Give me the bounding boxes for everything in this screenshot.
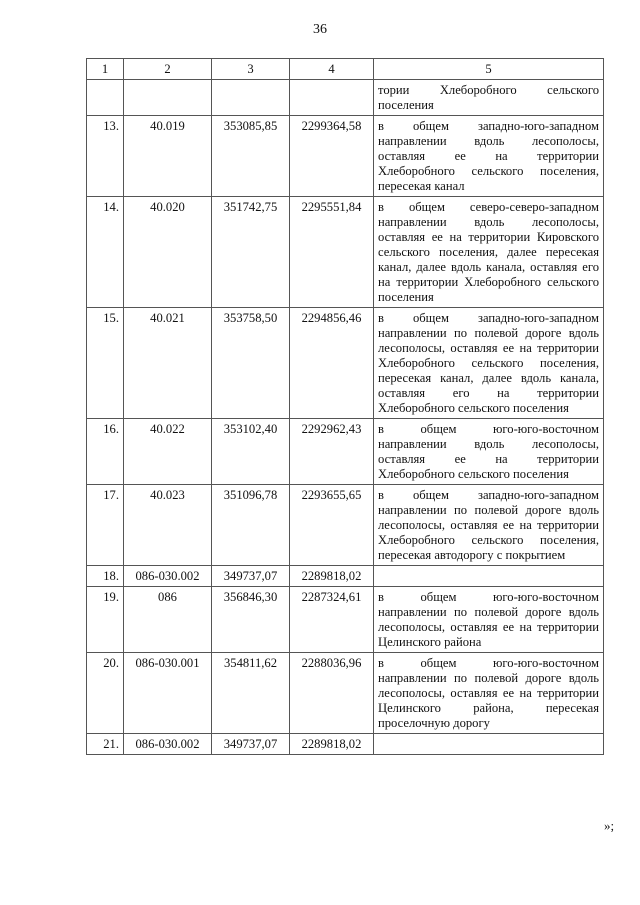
row-number-cell: 21.	[87, 734, 124, 755]
point-id-cell: 40.023	[124, 485, 212, 566]
table-row	[87, 197, 604, 308]
row-number-cell: 18.	[87, 566, 124, 587]
x-coordinate-cell: 349737,07	[212, 566, 290, 587]
point-id-cell: 086-030.002	[124, 566, 212, 587]
description-cell	[374, 566, 604, 587]
y-coordinate-cell: 2288036,96	[290, 653, 374, 734]
header-cell: 3	[212, 59, 290, 80]
table-header-row	[87, 59, 604, 80]
description-cell: в общем северо-северо-западном направлении вдоль лесополосы, оставляя ее на территории Кировского сельского поселения, далее пересекая канал, далее вдоль канала, оставляя его на территории Хлеборобного сельского поселения	[374, 197, 604, 308]
point-id-cell: 40.022	[124, 419, 212, 485]
table-row	[87, 80, 604, 116]
y-coordinate-cell: 2299364,58	[290, 116, 374, 197]
description-cell: тории Хлеборобного сельского поселения	[374, 80, 604, 116]
x-coordinate-cell: 354811,62	[212, 653, 290, 734]
table-row	[87, 116, 604, 197]
point-id-cell	[124, 80, 212, 116]
x-coordinate-cell: 349737,07	[212, 734, 290, 755]
row-number-cell: 20.	[87, 653, 124, 734]
point-id-cell: 086	[124, 587, 212, 653]
point-id-cell: 40.021	[124, 308, 212, 419]
y-coordinate-cell: 2289818,02	[290, 734, 374, 755]
description-cell: в общем западно-юго-западном направлении вдоль лесополосы, оставляя ее на территории Хлеборобного сельского поселения, пересекая канал	[374, 116, 604, 197]
header-cell: 4	[290, 59, 374, 80]
table-row	[87, 308, 604, 419]
header-cell: 5	[374, 59, 604, 80]
x-coordinate-cell: 351742,75	[212, 197, 290, 308]
header-cell: 1	[87, 59, 124, 80]
y-coordinate-cell: 2295551,84	[290, 197, 374, 308]
y-coordinate-cell: 2287324,61	[290, 587, 374, 653]
x-coordinate-cell: 351096,78	[212, 485, 290, 566]
table-row	[87, 566, 604, 587]
point-id-cell: 40.019	[124, 116, 212, 197]
header-cell: 2	[124, 59, 212, 80]
table-row	[87, 419, 604, 485]
row-number-cell: 15.	[87, 308, 124, 419]
table-row	[87, 734, 604, 755]
point-id-cell: 40.020	[124, 197, 212, 308]
x-coordinate-cell	[212, 80, 290, 116]
x-coordinate-cell: 353085,85	[212, 116, 290, 197]
row-number-cell: 13.	[87, 116, 124, 197]
page-number: 36	[313, 22, 327, 37]
point-id-cell: 086-030.001	[124, 653, 212, 734]
x-coordinate-cell: 353102,40	[212, 419, 290, 485]
boundary-points-table	[86, 58, 604, 755]
table-row	[87, 485, 604, 566]
table-row	[87, 587, 604, 653]
description-cell: в общем юго-юго-восточном направлении по полевой дороге вдоль лесополосы, оставляя ее на территории Целинского района, пересекая проселочную дорогу	[374, 653, 604, 734]
x-coordinate-cell: 353758,50	[212, 308, 290, 419]
row-number-cell: 17.	[87, 485, 124, 566]
table-body	[87, 59, 604, 755]
row-number-cell	[87, 80, 124, 116]
description-cell	[374, 734, 604, 755]
row-number-cell: 16.	[87, 419, 124, 485]
description-cell: в общем западно-юго-западном направлении по полевой дороге вдоль лесополосы, оставляя ее на территории Хлеборобного сельского поселения, пересекая автодорогу с покрытием	[374, 485, 604, 566]
row-number-cell: 14.	[87, 197, 124, 308]
row-number-cell: 19.	[87, 587, 124, 653]
description-cell: в общем западно-юго-западном направлении по полевой дороге вдоль лесополосы, оставляя ее на территории Хлеборобного сельского поселения, пересекая канал, далее вдоль канала, оставляя его на территории Хлеборобного сельского поселения	[374, 308, 604, 419]
table-row	[87, 653, 604, 734]
point-id-cell: 086-030.002	[124, 734, 212, 755]
y-coordinate-cell: 2294856,46	[290, 308, 374, 419]
closing-quote-mark: »;	[604, 818, 615, 833]
x-coordinate-cell: 356846,30	[212, 587, 290, 653]
description-cell: в общем юго-юго-восточном направлении по полевой дороге вдоль лесополосы, оставляя ее на территории Целинского района	[374, 587, 604, 653]
y-coordinate-cell	[290, 80, 374, 116]
y-coordinate-cell: 2293655,65	[290, 485, 374, 566]
description-cell: в общем юго-юго-восточном направлении вдоль лесополосы, оставляя ее на территории Хлеборобного сельского поселения	[374, 419, 604, 485]
y-coordinate-cell: 2289818,02	[290, 566, 374, 587]
y-coordinate-cell: 2292962,43	[290, 419, 374, 485]
